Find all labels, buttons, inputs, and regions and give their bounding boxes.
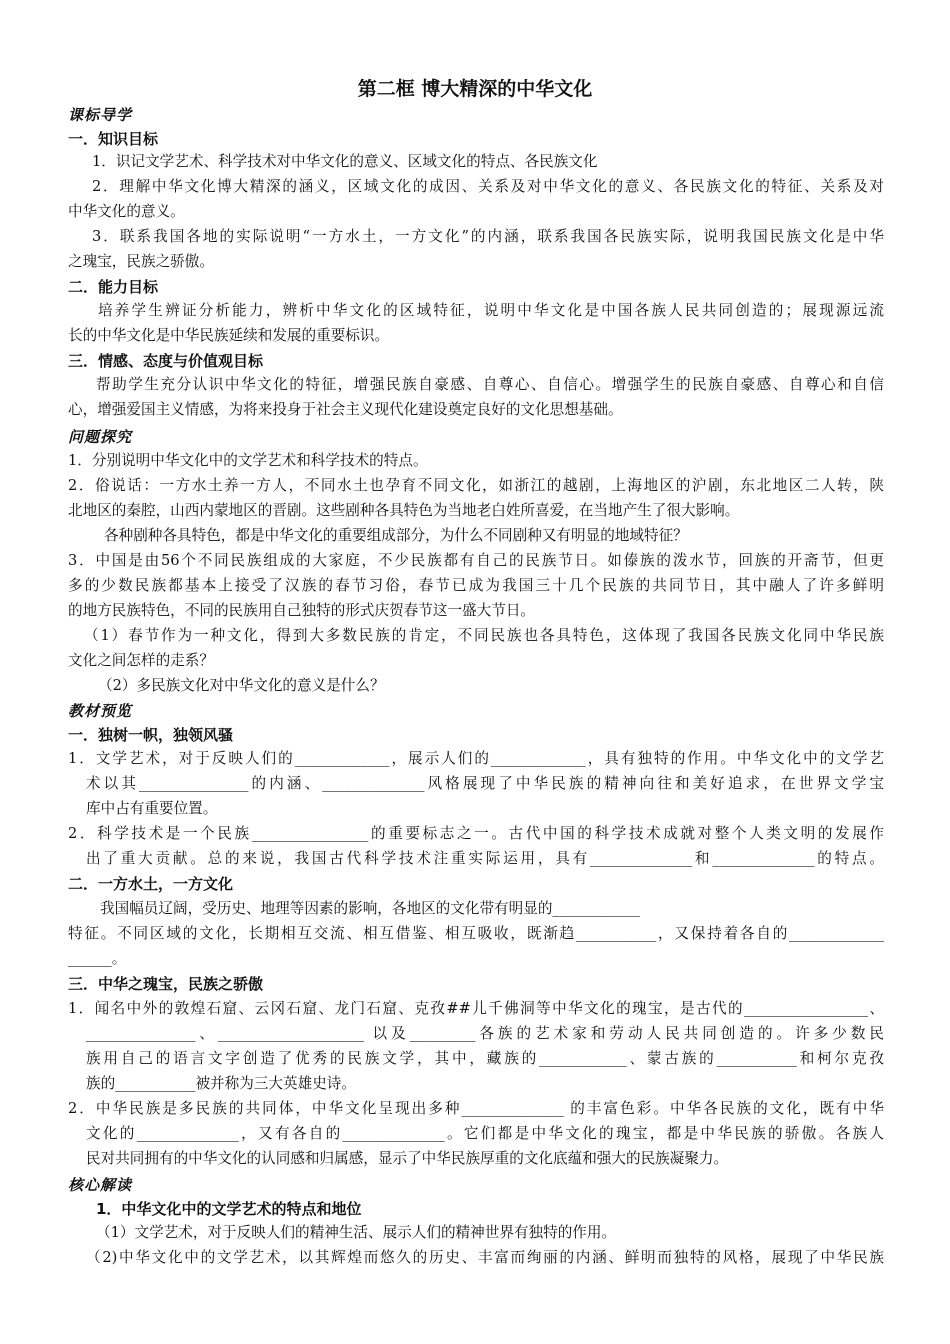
preview-3a: 我国幅员辽阔，受历史、地理等因素的影响，各地区的文化带有明显的____________ [100,900,640,917]
section-heading-preview: 教材预览 [68,702,133,720]
preview-2b: 出了重大贡献。总的来说，我国古代科学技术注重实际运用，具有______________和______________的特点。 [86,850,884,867]
preview-4c: 族用自己的语言文字创造了优秀的民族文学，其中，藏族的____________、蒙古族的___________和柯尔克孜 [86,1050,884,1067]
emotion-goal-2: 心，增强爱国主义情感，为将来投身于社会主义现代化建设奠定良好的文化思想基础。 [68,401,623,418]
knowledge-goal-2b: 中华文化的意义。 [68,203,185,220]
preview-title-1: 一．独树一帜，独领风骚 [68,726,234,744]
knowledge-goal-3a: 3．联系我国各地的实际说明“一方水土，一方文化”的内涵，联系我国各民族实际，说明我国民族文化是中华 [92,228,884,245]
core-title-1: 1．中华文化中的文学艺术的特点和地位 [96,1200,362,1218]
knowledge-goal-title: 一．知识目标 [68,130,159,148]
core-2: （2)中华文化中的文学艺术，以其辉煌而悠久的历史、丰富而绚丽的内涵、鲜明而独特的风格，展现了中华民族 [86,1249,884,1266]
preview-title-2: 二．一方水土，一方文化 [68,875,234,893]
section-heading-core: 核心解读 [68,1176,133,1194]
preview-title-3: 三．中华之瑰宝，民族之骄傲 [68,975,264,993]
question-3f: （2）多民族文化对中华文化的意义是什么？ [98,677,385,694]
ability-goal-title: 二．能力目标 [68,278,159,296]
knowledge-goal-3b: 之瑰宝，民族之骄傲。 [68,253,214,270]
preview-4a: 1．闻名中外的敦煌石窟、云冈石窟、龙门石窟、克孜##儿千佛洞等中华文化的瑰宝，是古代的_________________、 [68,1000,884,1017]
ability-goal-1: 培养学生辨证分析能力，辨析中华文化的区域特征，说明中华文化是中国各族人民共同创造的；展现源远流 [98,302,884,319]
preview-5c: 民对共同拥有的中华文化的认同感和归属感，显示了中华民族厚重的文化底蕴和强大的民族凝聚力。 [86,1150,729,1167]
preview-5a: 2．中华民族是多民族的共同体，中华文化呈现出多种______________ 的丰富色彩。中华各民族的文化，既有中华 [68,1100,884,1117]
question-1: 1．分别说明中华文化中的文学艺术和科学技术的特点。 [68,452,428,469]
page-title: 第二框 博大精深的中华文化 [357,78,593,100]
ability-goal-2: 长的中华文化是中华民族延续和发展的重要标识。 [68,327,390,344]
core-1: （1）文学艺术，对于反映人们的精神生活、展示人们的精神世界有独特的作用。 [96,1224,617,1241]
preview-2a: 2．科学技术是一个民族________________的重要标志之一。古代中国的科学技术成就对整个人类文明的发展作 [68,825,884,842]
preview-1a: 1．文学艺术，对于反映人们的_____________，展示人们的_____________，具有独特的作用。中华文化中的文学艺 [68,750,884,767]
question-3e: 文化之间怎样的走系？ [68,652,214,669]
preview-4b: _______________、____________________ 以及_________各族的艺术家和劳动人民共同创造的。许多少数民 [86,1025,884,1042]
preview-4d: 族的___________被并称为三大英雄史诗。 [86,1075,356,1092]
preview-3c: ______。 [68,950,127,967]
question-3d: （1）春节作为一种文化，得到大多数民族的肯定，不同民族也各具特色，这体现了我国各民族文化同中华民族 [84,627,884,644]
preview-1b: 术以其_______________的内涵、______________风格展现了中华民族的精神向往和美好追求，在世界文学宝 [86,775,884,792]
question-2a: 2．俗说话：一方水土养一方人，不同水土也孕育不同文化，如浙江的越剧，上海地区的沪剧，东北地区二人转，陕 [68,477,884,494]
question-2c: 各种剧种各具特色，都是中华文化的重要组成部分，为什么不同剧种又有明显的地域特征？ [104,527,688,544]
section-heading-inquiry: 问题探究 [68,428,133,446]
preview-1c: 库中占有重要位置。 [86,800,218,817]
preview-3b: 特征。不同区域的文化，长期相互交流、相互借鉴、相互吸收，既渐趋___________，又保持着各自的_____________ [68,925,884,942]
preview-5b: 文化的______________，又有各自的______________。它们都是中华文化的瑰宝，都是中华民族的骄傲。各族人 [86,1125,884,1142]
question-3a: 3．中国是由56个不同民族组成的大家庭，不少民族都有自己的民族节日。如傣族的泼水节，回族的开斋节，但更 [68,552,884,569]
knowledge-goal-2a: 2．理解中华文化博大精深的涵义，区域文化的成因、关系及对中华文化的意义、各民族文化的特征、关系及对 [92,178,884,195]
emotion-goal-title: 三．情感、态度与价值观目标 [68,352,264,370]
question-3c: 的地方民族特色，不同的民族用自己独特的形式庆贺春节这一盛大节日。 [68,602,536,619]
section-heading-curriculum: 课标导学 [68,106,133,124]
knowledge-goal-1: 1．识记文学艺术、科学技术对中华文化的意义、区域文化的特点、各民族文化 [92,153,598,170]
question-3b: 多的少数民族都基本上接受了汉族的春节习俗，春节已成为我国三十几个民族的共同节日，其中融人了许多鲜明 [68,577,884,594]
question-2b: 北地区的秦腔，山西内蒙地区的晋剧。这些剧种各具特色为当地老白姓所喜爱，在当地产生了很大影响。 [68,502,740,519]
emotion-goal-1: 帮助学生充分认识中华文化的特征，增强民族自豪感、自尊心、自信心。增强学生的民族自豪感、自尊心和自信 [96,376,884,393]
